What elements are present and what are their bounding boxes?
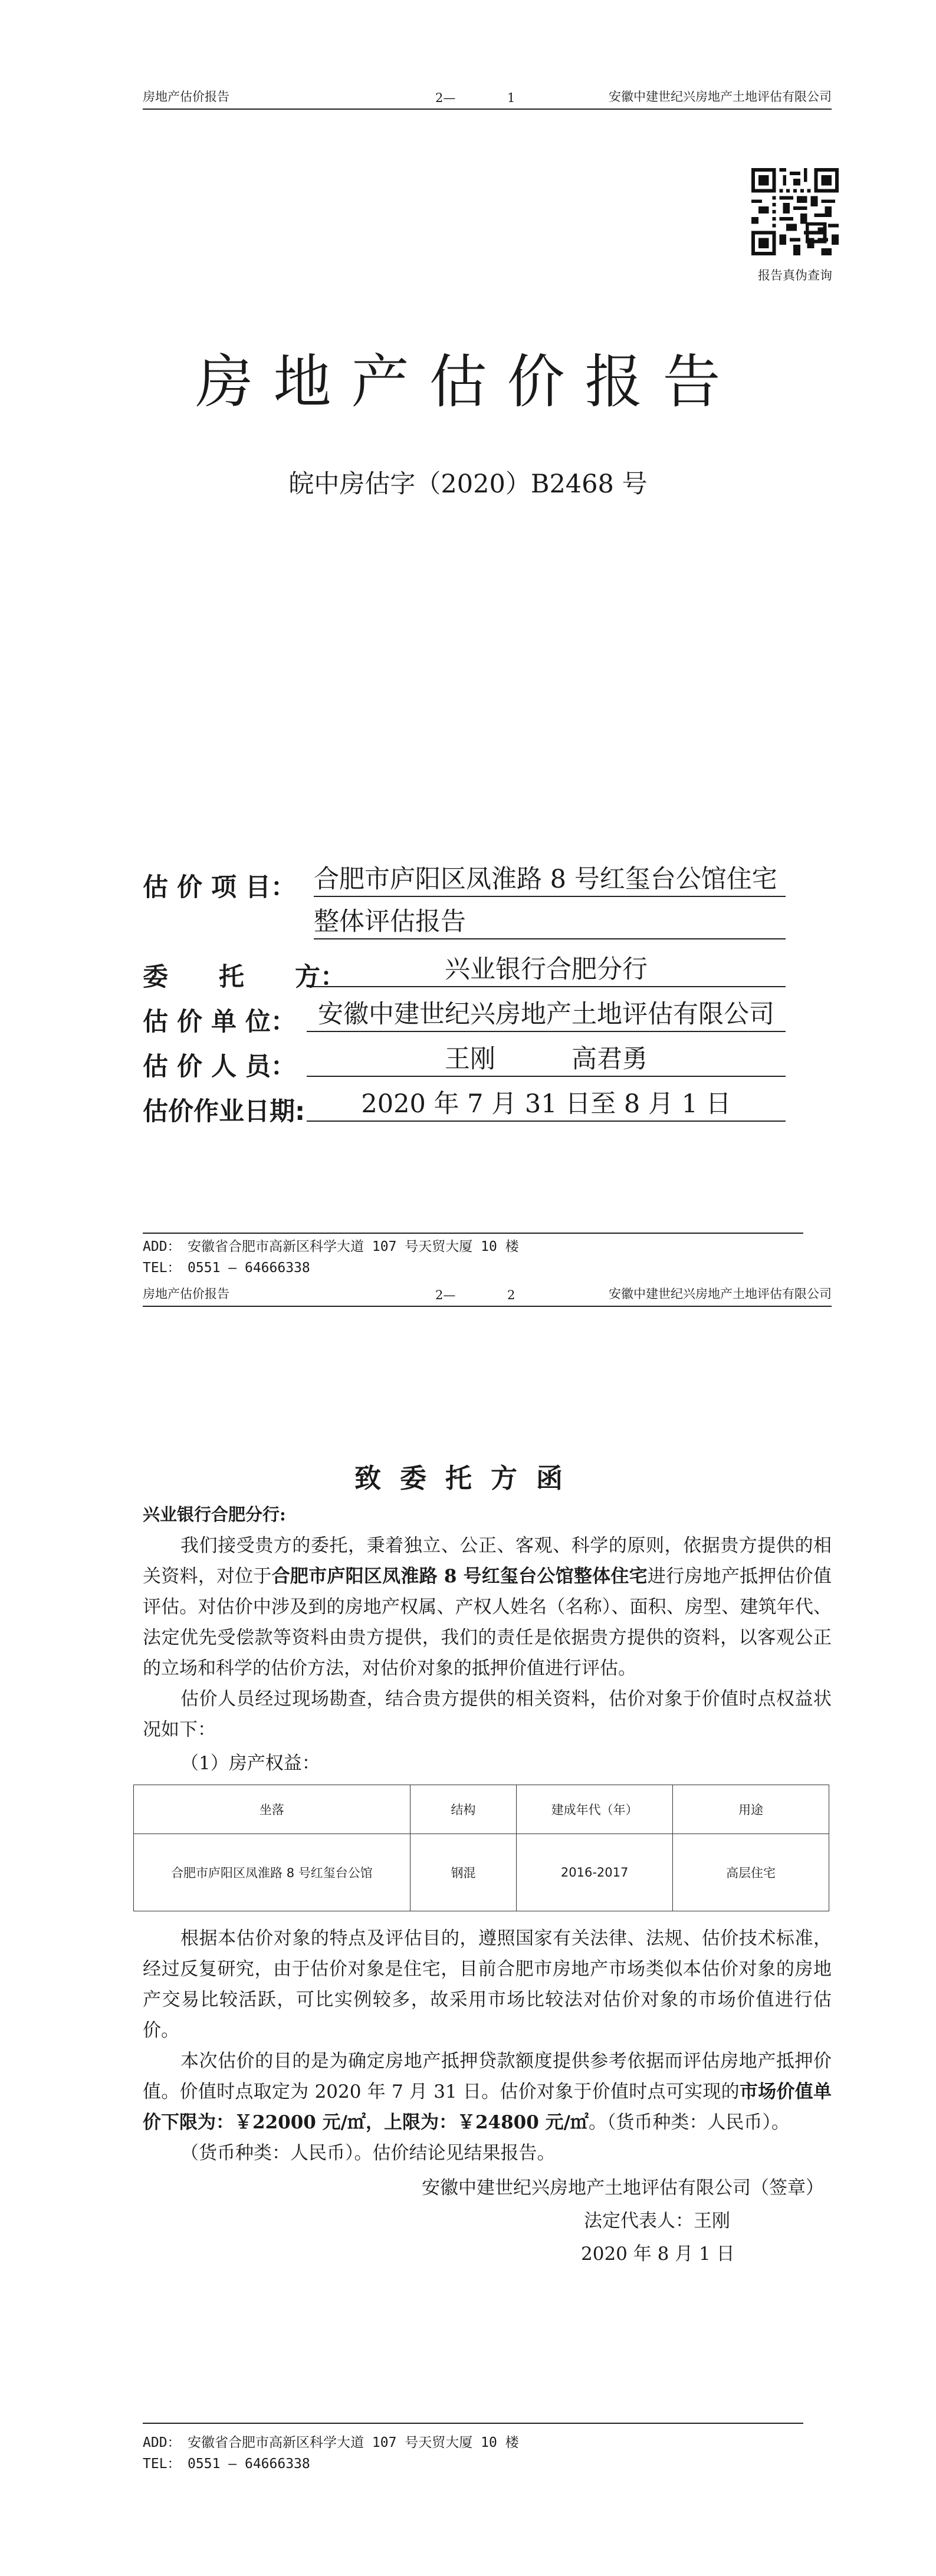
property-table (133, 1785, 829, 1911)
client-value: 兴业银行合肥分行 (307, 953, 786, 987)
table-cell: 合肥市庐阳区凤淮路 8 号红玺台公馆 (134, 1834, 410, 1911)
property-address-bold: 合肥市庐阳区凤淮路 8 号红玺台公馆整体住宅 (271, 1566, 648, 1587)
paragraph-1-text-b: 进行房地产抵押估价值评估。对估价中涉及到的房地产权属、产权人姓名（名称）、面积、房型、建筑年代、法定优先受偿款等资料由贵方提供，我们的责任是依据贵方提供的资料，以客观公正的立场和科学的估价方法，对估价对象的抵押价值进行评估。 (143, 1566, 832, 1679)
date-label: 估价作业日期: (143, 1097, 306, 1126)
paragraph-4 (143, 2046, 832, 2138)
client-label: 委 托 方： (143, 962, 346, 992)
market-value-bold: 市场价值单价下限为：￥22000 元/㎡，上限为：￥24800 元/㎡ (143, 2081, 832, 2133)
header-company: 安徽中建世纪兴房地产土地评估有限公司 (609, 90, 832, 104)
project-value-line1: 合肥市庐阳区凤淮路 8 号红玺台公馆住宅 (314, 863, 786, 897)
project-label: 估 价 项 目： (143, 873, 296, 902)
signature-company: 安徽中建世纪兴房地产土地评估有限公司（签章） (422, 2177, 824, 2199)
qr-verify-label: 报告真伪查询 (758, 268, 832, 282)
table-header-cell: 建成年代（年） (517, 1785, 673, 1834)
staff-label: 估 价 人 员： (143, 1052, 296, 1082)
header-report-name: 房地产估价报告 (143, 90, 229, 104)
paragraph-5: （货币种类：人民币）。估价结论见结果报告。 (180, 2143, 556, 2164)
header-company: 安徽中建世纪兴房地产土地评估有限公司 (609, 1287, 832, 1301)
header-report-name: 房地产估价报告 (143, 1287, 229, 1301)
table-row (134, 1834, 829, 1911)
paragraph-4-text-b: 。（货币种类：人民币）。 (588, 2112, 790, 2133)
signature-date: 2020 年 8 月 1 日 (581, 2243, 735, 2265)
footer-phone: TEL： 0551 — 64666338 (143, 2456, 310, 2472)
unit-label: 估 价 单 位： (143, 1007, 296, 1037)
header-page-prefix: 2— (435, 1288, 456, 1302)
project-value-line2: 整体评估报告 (314, 905, 786, 939)
unit-value: 安徽中建世纪兴房地产土地评估有限公司 (307, 998, 786, 1032)
staff-value: 王刚 高君勇 (307, 1043, 786, 1077)
paragraph-3: 根据本估价对象的特点及评估目的，遵照国家有关法律、法规、估价技术标准，经过反复研究，由于估价对象是住宅，目前合肥市房地产市场类似本估价对象的房地产交易比较活跃，可比实例较多，故采用市场比较法对估价对象的市场价值进行估价。 (143, 1928, 832, 2041)
table-cell: 高层住宅 (673, 1834, 829, 1911)
section-property-rights: （1）房产权益： (180, 1753, 320, 1774)
table-cell: 2016-2017 (517, 1834, 673, 1911)
salutation: 兴业银行合肥分行: (143, 1504, 286, 1524)
report-title: 房地产估价报告 (195, 349, 741, 416)
table-header-row (134, 1785, 829, 1834)
footer-divider (143, 2423, 803, 2424)
letter-page (0, 1288, 936, 2576)
header-page-number: 1 (507, 91, 515, 105)
page-header (143, 88, 832, 110)
paragraph-1 (143, 1530, 832, 1684)
footer-phone: TEL： 0551 — 64666338 (143, 1260, 310, 1276)
header-page-number: 2 (507, 1288, 515, 1302)
qr-code-icon[interactable] (751, 168, 839, 255)
table-header-cell: 用途 (673, 1785, 829, 1834)
table-cell: 钢混 (410, 1834, 516, 1911)
header-page-prefix: 2— (435, 91, 456, 105)
page-header (143, 1286, 832, 1307)
document-number: 皖中房估字（2020）B2468 号 (288, 469, 648, 499)
letter-title: 致委托方函 (354, 1463, 582, 1494)
signature-representative: 法定代表人：王刚 (584, 2210, 730, 2232)
footer-divider (143, 1233, 803, 1234)
paragraph-2: 估价人员经过现场勘查，结合贵方提供的相关资料，估价对象于价值时点权益状况如下： (143, 1688, 832, 1740)
paragraph-4-text-a: 本次估价的目的是为确定房地产抵押贷款额度提供参考依据而评估房地产抵押价值。价值时点取定为 2020 年 7 月 31 日。估价对象于价值时点可实现的 (143, 2051, 832, 2102)
footer-address: ADD： 安徽省合肥市高新区科学大道 107 号天贸大厦 10 楼 (143, 2435, 519, 2450)
paragraph-1-text-a: 我们接受贵方的委托，秉着独立、公正、客观、科学的原则，依据贵方提供的相关资料，对位于 (143, 1535, 832, 1587)
footer-address: ADD： 安徽省合肥市高新区科学大道 107 号天贸大厦 10 楼 (143, 1239, 519, 1254)
table-header-cell: 结构 (410, 1785, 516, 1834)
date-value: 2020 年 7 月 31 日至 8 月 1 日 (307, 1087, 786, 1122)
table-header-cell: 坐落 (134, 1785, 410, 1834)
